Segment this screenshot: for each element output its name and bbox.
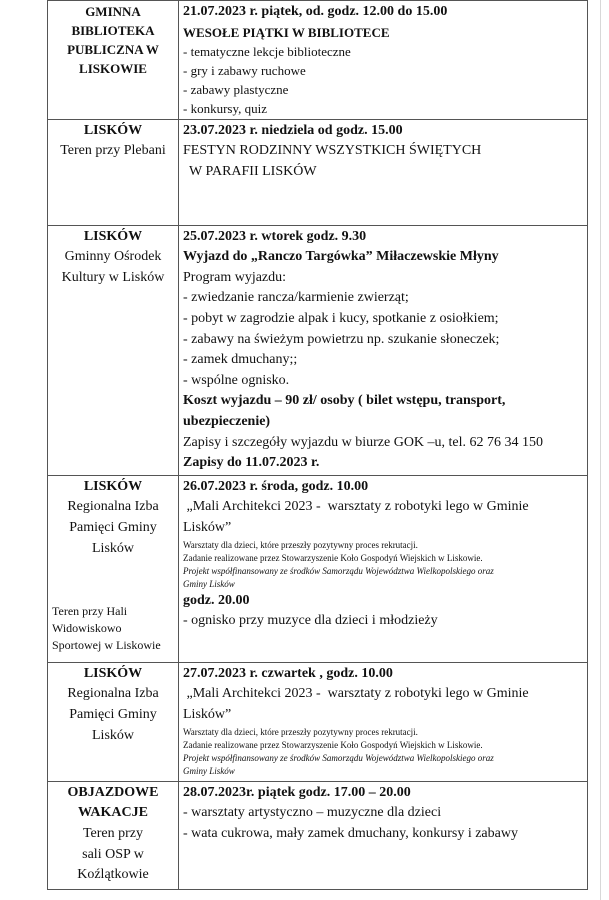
place-subtitle: Pamięci Gminy: [69, 706, 157, 722]
event-item: - ognisko przy muzyce dla dzieci i młodzieży: [183, 613, 438, 629]
place-subtitle: Lisków: [92, 540, 134, 556]
cost-text: Koszt wyjazdu – 90 zł/ osoby ( bilet wstępu, transport,: [183, 393, 506, 409]
place-cell: [48, 662, 179, 781]
place-subtitle: Koźlątkowie: [77, 867, 149, 883]
place-cell: [48, 475, 179, 662]
place-subtitle: Teren przy Plebani: [60, 143, 166, 159]
event-note: Warsztaty dla dzieci, które przeszły pozytywny proces rekrutacji.: [183, 726, 418, 737]
event-date: 27.07.2023 r. czwartek , godz. 10.00: [183, 665, 393, 681]
place-subtitle: Regionalna Izba: [67, 499, 159, 515]
event-title: „Mali Architekci 2023 - warsztaty z robotyki lego w Gminie: [183, 686, 529, 702]
place-title: LISKÓW: [83, 122, 143, 138]
event-cell: [179, 781, 588, 889]
program-label: Program wyjazdu:: [183, 269, 287, 285]
place-extra: Sportowej w Liskowie: [52, 638, 161, 653]
event-item: - zabawy plastyczne: [183, 81, 289, 97]
event-date: 21.07.2023 r. piątek, od. godz. 12.00 do 15.00: [183, 4, 448, 19]
place-title: LISKÓW: [83, 478, 143, 494]
place-extra: Widowiskowo: [52, 621, 122, 636]
event-cell: [179, 662, 588, 781]
event-note: Zadanie realizowane przez Stowarzyszenie Koło Gospodyń Wiejskich w Liskowie.: [183, 739, 483, 750]
event-date: 25.07.2023 r. wtorek godz. 9.30: [183, 228, 367, 244]
place-cell: [48, 225, 179, 475]
event-item: - warsztaty artystyczno – muzyczne dla dzieci: [183, 805, 442, 821]
place-subtitle: Pamięci Gminy: [69, 519, 157, 535]
event-item: - zamek dmuchany;;: [183, 352, 298, 368]
event-item: - tematyczne lekcje biblioteczne: [183, 43, 351, 59]
event-title: Wyjazd do „Ranczo Targówka” Miłaczewskie Młyny: [183, 249, 499, 265]
place-extra: Teren przy Hali: [52, 604, 128, 619]
place-title: LISKÓW: [83, 665, 143, 681]
place-subtitle: Teren przy: [82, 825, 144, 841]
table-row: [48, 119, 588, 225]
place-title: LISKÓW: [83, 228, 143, 244]
place-title: WAKACJE: [77, 805, 148, 821]
event-date: 28.07.2023r. piątek godz. 17.00 – 20.00: [183, 784, 411, 800]
event-note: Warsztaty dla dzieci, które przeszły pozytywny proces rekrutacji.: [183, 539, 418, 550]
event-title: W PARAFII LISKÓW: [189, 163, 317, 179]
event-title: Lisków”: [183, 706, 232, 722]
place-line: GMINNA: [85, 4, 141, 19]
table-row: [48, 781, 588, 889]
event-item: - zwiedzanie rancza/karmienie zwierząt;: [183, 290, 409, 306]
table-row: [48, 475, 588, 662]
event-title: WESOŁE PIĄTKI W BIBLIOTECE: [183, 24, 390, 40]
event-date: 26.07.2023 r. środa, godz. 10.00: [183, 478, 369, 494]
place-title: OBJAZDOWE: [67, 784, 159, 800]
event-item: - konkursy, quiz: [183, 100, 268, 116]
event-item: - gry i zabawy ruchowe: [183, 62, 306, 78]
place-cell: [48, 1, 179, 120]
table-row: [48, 1, 588, 120]
event-item: - zabawy na świeżym powietrzu np. szukanie słoneczek;: [183, 331, 500, 347]
funding-note: Gminy Lisków: [183, 578, 235, 589]
event-cell: [179, 119, 588, 225]
cost-text: ubezpieczenie): [183, 413, 271, 429]
funding-note: Gminy Lisków: [183, 765, 235, 776]
place-line: PUBLICZNA W: [67, 42, 159, 57]
event-title: „Mali Architekci 2023 - warsztaty z robotyki lego w Gminie: [183, 499, 529, 515]
schedule-table: [47, 0, 588, 890]
place-subtitle: Lisków: [92, 727, 134, 743]
event-title: Lisków”: [183, 519, 232, 535]
event-cell: [179, 225, 588, 475]
funding-note: Projekt współfinansowany ze środków Samorządu Województwa Wielkopolskiego oraz: [183, 565, 494, 576]
place-subtitle: Regionalna Izba: [67, 686, 159, 702]
event-date: godz. 20.00: [183, 592, 250, 608]
event-date: 23.07.2023 r. niedziela od godz. 15.00: [183, 122, 403, 138]
signup-deadline: Zapisy do 11.07.2023 r.: [183, 455, 320, 471]
place-subtitle: Kultury w Lisków: [61, 269, 165, 285]
event-cell: [179, 1, 588, 120]
funding-note: Projekt współfinansowany ze środków Samorządu Województwa Wielkopolskiego oraz: [183, 752, 494, 763]
event-title: FESTYN RODZINNY WSZYSTKICH ŚWIĘTYCH: [183, 143, 482, 159]
event-item: - pobyt w zagrodzie alpak i kucy, spotkanie z osiołkiem;: [183, 310, 499, 326]
place-line: BIBLIOTEKA: [71, 23, 155, 38]
event-item: - wata cukrowa, mały zamek dmuchany, konkursy i zabawy: [183, 825, 518, 841]
event-note: Zadanie realizowane przez Stowarzyszenie Koło Gospodyń Wiejskich w Liskowie.: [183, 552, 483, 563]
table-row: [48, 225, 588, 475]
place-line: LISKOWIE: [79, 61, 147, 76]
event-item: - wspólne ognisko.: [183, 372, 290, 388]
place-subtitle: sali OSP w: [82, 846, 144, 862]
place-subtitle: Gminny Ośrodek: [64, 249, 162, 265]
signup-text: Zapisy i szczegóły wyjazdu w biurze GOK –u, tel. 62 76 34 150: [183, 434, 544, 450]
table-row: [48, 662, 588, 781]
event-cell: [179, 475, 588, 662]
place-cell: [48, 119, 179, 225]
place-cell: [48, 781, 179, 889]
page-edge-line: [600, 0, 601, 900]
